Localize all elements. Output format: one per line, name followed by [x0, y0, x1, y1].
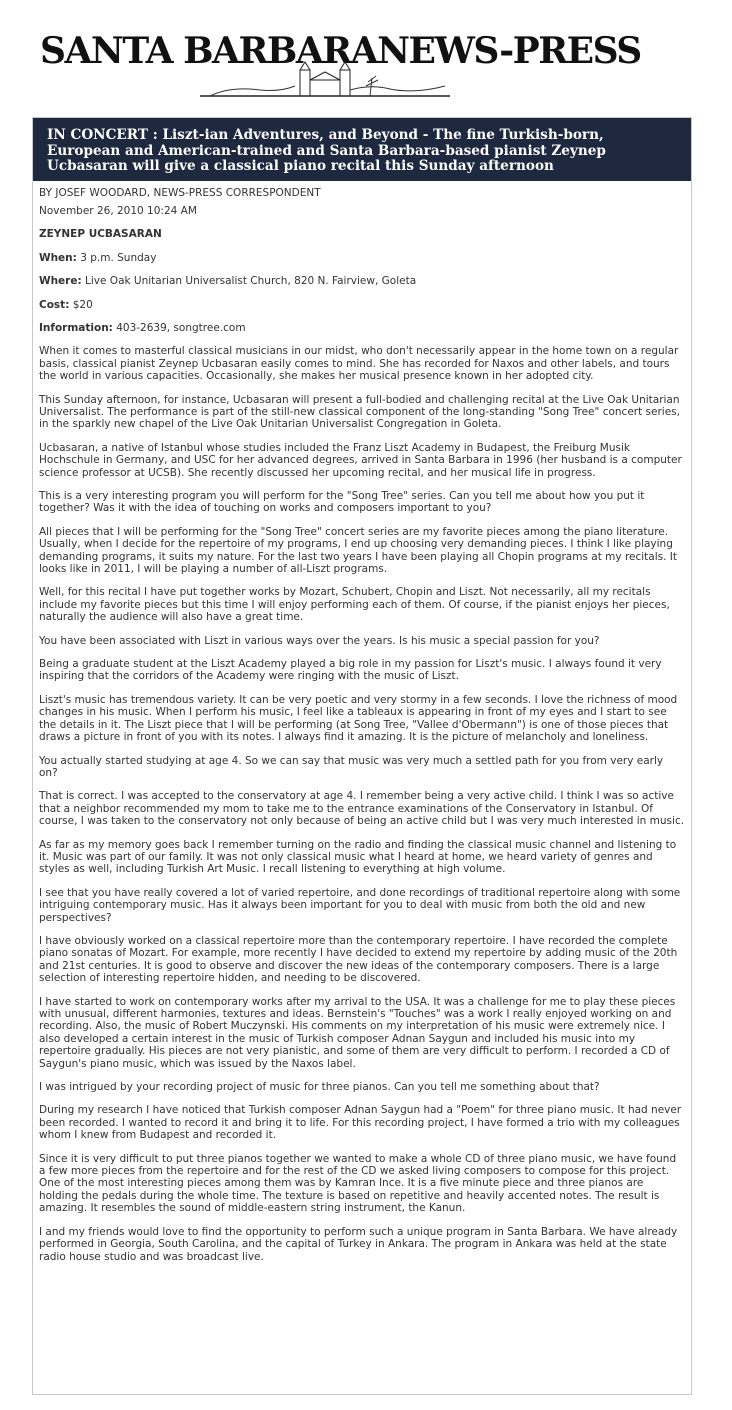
- paragraph: As far as my memory goes back I remember turning on the radio and finding the classical music channel and listening to it. Music was part of our family. It was not only classical music what I heard at home, we heard variety of genres and styles as well, including Turkish Art Music. I recall listening to everything at high volume.: [39, 838, 677, 876]
- paragraph: I and my friends would love to find the opportunity to perform such a unique program in Santa Barbara. We have already performed in Georgia, South Carolina, and the capital of Turkey in Ankara. The program in Ankara was held at the state radio house studio and was broadcast live.: [39, 1225, 678, 1263]
- info-where-label: Where:: [39, 275, 82, 288]
- info-contact: [39, 322, 685, 334]
- paragraph: During my research I have noticed that Turkish composer Adnan Saygun had a "Poem" for three piano music. It had never been recorded. I wanted to record it and bring it to life. For this recording project, I have formed a trio with my colleagues whom I knew from Budapest and recorded it.: [39, 1104, 682, 1142]
- article-box: [32, 117, 692, 1395]
- info-contact-label: Information:: [39, 321, 113, 334]
- info-contact-value: 403-2639, songtree.com: [116, 321, 246, 334]
- paragraph: I have started to work on contemporary works after my arrival to the USA. It was a challenge for me to play these pieces with unusual, different harmonies, textures and ideas. Bernstein's "Touches" was a work I really enjoyed working on and recording. Also, the music of Robert Muczynski. His comments on my interpretation of his music were extremely nice. I also developed a certain interest in the music of Turkish composer Adnan Saygun and included his music into my repertoire gradually. His pieces are not very pianistic, and some of them are very difficult to perform. I recorded a CD of Saygun's piano music, which was issued by the Naxos label.: [39, 995, 676, 1070]
- paragraph: Ucbasaran, a native of Istanbul whose studies included the Franz Liszt Academy in Budapest, the Freiburg Musik Hochschule in Germany, and USC for her advanced degrees, arrived in Santa Barbara in 1996 (her husband is a computer science professor at UCSB). She recently discussed her upcoming recital, and her musical life in progress.: [39, 441, 682, 479]
- info-when: [39, 252, 685, 264]
- paragraph: Well, for this recital I have put together works by Mozart, Schubert, Chopin and Liszt. Not necessarily, all my recitals include my favorite pieces but this time I will enjoy performing each of them. Of course, if the pianist enjoys her pieces, naturally the audience will also have a great time.: [39, 586, 670, 624]
- info-cost-value: $20: [72, 298, 93, 311]
- article-body: [33, 181, 691, 1263]
- info-cost: [39, 299, 685, 311]
- info-when-value: 3 p.m. Sunday: [80, 251, 157, 264]
- article-headline: IN CONCERT : Liszt-ian Adventures, and Beyond - The fine Turkish-born, European and American-trained and Santa Barbara-based pianist Zeynep Ucbasaran will give a classical piano recital this Sunday afternoon: [33, 118, 691, 181]
- subject-name: ZEYNEP UCBASARAN: [39, 228, 162, 241]
- paragraph: This Sunday afternoon, for instance, Ucbasaran will present a full-bodied and challenging recital at the Live Oak Unitarian Universalist. The performance is part of the still-new classical component of the long-standing "Song Tree" concert series, in the sparkly new chapel of the Live Oak Unitarian Universalist Congregation in Goleta.: [39, 393, 680, 431]
- interview-question: I was intrigued by your recording project of music for three pianos. Can you tell me something about that?: [39, 1081, 600, 1094]
- masthead-left: SANTA BARBARA: [40, 30, 378, 72]
- paragraph: That is correct. I was accepted to the conservatory at age 4. I remember being a very active child. I think I was so active that a neighbor recommended my mom to take me to the entrance examinations of the Conservatory in Istanbul. Of course, I was taken to the conservatory not only because of being an active child but I was very much interested in music.: [39, 790, 685, 828]
- interview-question: You actually started studying at age 4. So we can say that music was very much a settled path for you from very early on?: [39, 754, 664, 779]
- paragraph: All pieces that I will be performing for the "Song Tree" concert series are my favorite pieces among the piano literature. Usually, when I decide for the repertoire of my programs, I end up choosing very demanding pieces. I think I like playing demanding programs, it suits my nature. For the last two years I have been playing all Chopin programs at my recitals. It looks like in 2011, I will be playing a number of all-Liszt programs.: [39, 525, 678, 576]
- masthead: [0, 0, 732, 112]
- paragraph: Being a graduate student at the Liszt Academy played a big role in my passion for Liszt's music. I always found it very inspiring that the corridors of the Academy were ringing with the music of Liszt.: [39, 658, 662, 683]
- paragraph: I have obviously worked on a classical repertoire more than the contemporary repertoire. I have recorded the complete piano sonatas of Mozart. For example, more recently I have decided to extend my repertoire by adding music of the 20th and 21st centuries. It is good to observe and discover the new ideas of the contemporary composers. There is a large selection of interesting repertoire hidden, and needing to be discovered.: [39, 934, 678, 985]
- info-where-value: Live Oak Unitarian Universalist Church, 820 N. Fairview, Goleta: [85, 275, 417, 288]
- interview-question: This is a very interesting program you will perform for the "Song Tree" series. Can you tell me about how you put it together? Was it with the idea of touching on works and composers important to you?: [39, 490, 645, 515]
- paragraph: Since it is very difficult to put three pianos together we wanted to make a whole CD of three piano music, we have found a few more pieces from the repertoire and for the rest of the CD we asked living composers to compose for this project. One of the most interesting pieces among them was by Kamran Ince. It is a five minute piece and three pianos are holding the pedals during the whole time. The texture is based on repetitive and heavily accented notes. The result is amazing. It resembles the sound of middle-eastern string instrument, the Kanun.: [39, 1152, 677, 1215]
- mission-skyline-icon: [200, 56, 450, 98]
- interview-question: You have been associated with Liszt in various ways over the years. Is his music a special passion for you?: [39, 634, 600, 647]
- masthead-right: NEWS-PRESS: [377, 30, 641, 72]
- publish-date: November 26, 2010 10:24 AM: [39, 204, 197, 217]
- byline: BY JOSEF WOODARD, NEWS-PRESS CORRESPONDENT: [39, 186, 321, 199]
- info-when-label: When:: [39, 251, 77, 264]
- info-cost-label: Cost:: [39, 298, 70, 311]
- paragraph: When it comes to masterful classical musicians in our midst, who don't necessarily appear in the home town on a regular basis, classical pianist Zeynep Ucbasaran easily comes to mind. She has recorded for Naxos and other labels, and tours the world in various capacities. Occasionally, she makes her musical presence known in her adopted city.: [39, 345, 679, 383]
- info-where: [39, 275, 685, 287]
- interview-question: I see that you have really covered a lot of varied repertoire, and done recordings of traditional repertoire along with some intriguing contemporary music. Has it always been important for you to deal with music from both the old and new perspectives?: [39, 886, 681, 924]
- paragraph: Liszt's music has tremendous variety. It can be very poetic and very stormy in a few seconds. I love the richness of mood changes in his music. When I perform his music, I feel like a tableaux is appearing in front of my eyes and I start to see the details in it. The Liszt piece that I will be performing (at Song Tree, "Vallee d'Obermann") is one of those pieces that draws a picture in front of you with its notes. I always find it amazing. It is the picture of melancholy and loneliness.: [39, 693, 678, 744]
